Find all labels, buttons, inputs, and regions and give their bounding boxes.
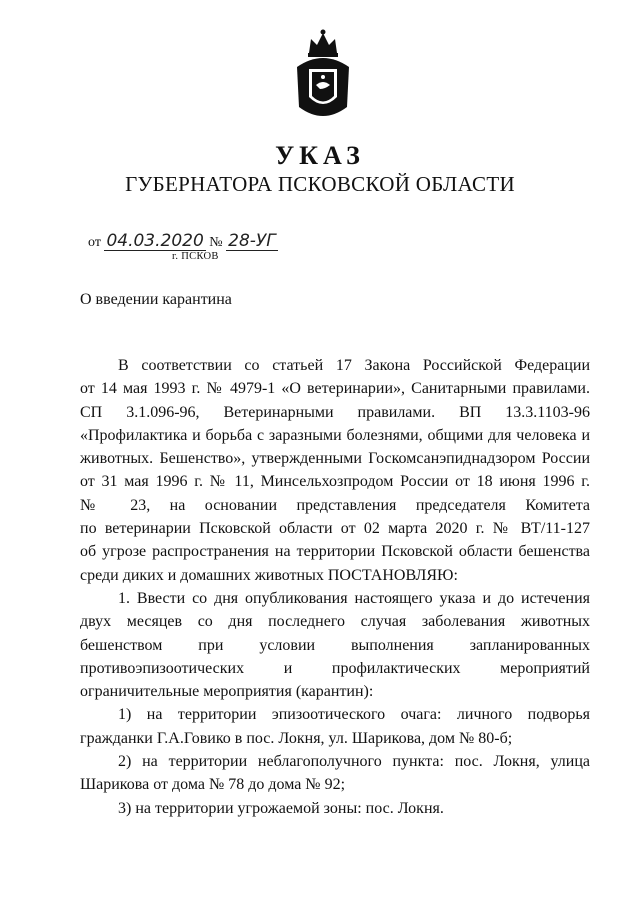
body-line: животных. Бешенство», утвержденными Госкомсанэпиднадзором России bbox=[80, 450, 590, 468]
coat-of-arms-icon bbox=[287, 27, 359, 127]
body-line: 1) на территории эпизоотического очага: личного подворья bbox=[118, 706, 590, 724]
document-subject: О введении карантина bbox=[80, 291, 232, 308]
number-prefix: № bbox=[209, 235, 223, 250]
body-line: ограничительные мероприятия (карантин): bbox=[80, 683, 374, 701]
document-body bbox=[80, 354, 590, 820]
body-line: 2) на территории неблагополучного пункта: пос. Локня, улица bbox=[118, 753, 590, 771]
body-line: противоэпизоотических и профилактических мероприятий bbox=[80, 659, 590, 677]
handwritten-number: 28-УГ bbox=[228, 231, 276, 251]
document-title: УКАЗ bbox=[275, 141, 365, 170]
body-line: «Профилактика и борьба с заразными болезнями, общими для человека и bbox=[80, 426, 590, 444]
body-line: 3) на территории угрожаемой зоны: пос. Локня. bbox=[118, 799, 444, 817]
body-line: среди диких и домашних животных ПОСТАНОВЛЯЮ: bbox=[80, 566, 458, 584]
city-label: г. ПСКОВ bbox=[172, 251, 219, 262]
handwritten-date: 04.03.2020 bbox=[106, 231, 204, 251]
body-line: об угрозе распространения на территории Псковской области бешенства bbox=[80, 543, 590, 561]
body-line: от 31 мая 1996 г. № 11, Минсельхозпродом России от 18 июня 1996 г. bbox=[80, 473, 590, 491]
body-line: 1. Ввести со дня опубликования настоящего указа и до истечения bbox=[118, 589, 590, 607]
body-line: от 14 мая 1993 г. № 4979-1 «О ветеринарии», Санитарными правилами. bbox=[80, 380, 590, 398]
body-line: бешенством при условии выполнения запланированных bbox=[80, 636, 590, 654]
document-date-number bbox=[88, 232, 278, 251]
body-line: В соответствии со статьей 17 Закона Российской Федерации bbox=[118, 357, 590, 374]
body-line: двух месяцев со дня последнего случая заболевания животных bbox=[80, 613, 590, 631]
document-subtitle: ГУБЕРНАТОРА ПСКОВСКОЙ ОБЛАСТИ bbox=[125, 172, 515, 196]
body-line: Шарикова от дома № 78 до дома № 92; bbox=[80, 776, 346, 794]
body-line: гражданки Г.А.Говико в пос. Локня, ул. Шарикова, дом № 80-б; bbox=[80, 729, 513, 747]
body-line: СП 3.1.096-96, Ветеринарными правилами. ВП 13.3.1103-96 bbox=[80, 403, 590, 421]
body-line: по ветеринарии Псковской области от 02 марта 2020 г. № ВТ/11-127 bbox=[80, 520, 590, 538]
body-line: № 23, на основании представления председателя Комитета bbox=[80, 496, 590, 514]
date-prefix: от bbox=[88, 235, 101, 250]
